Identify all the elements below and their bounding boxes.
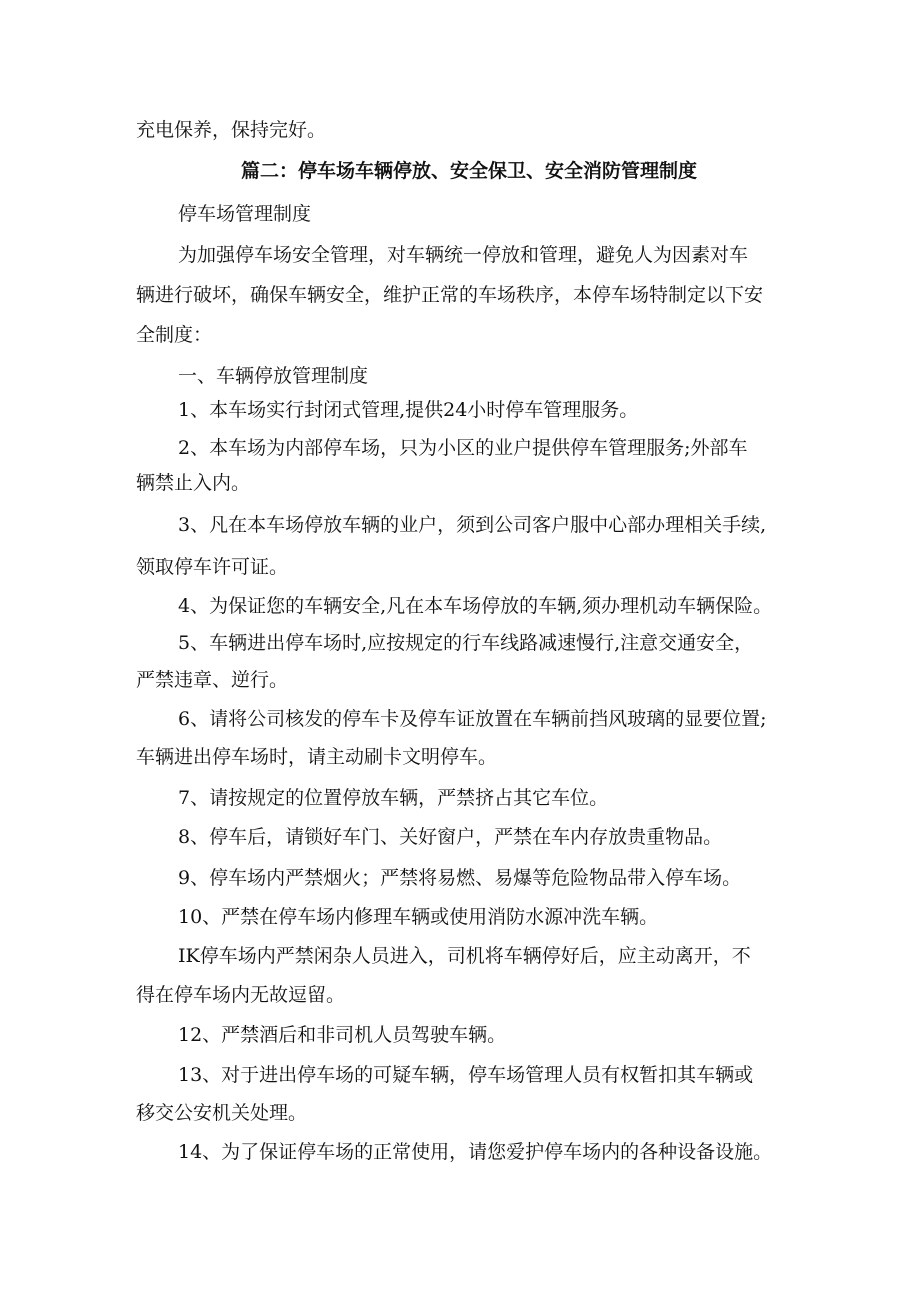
text-line: 9、停车场内严禁烟火；严禁将易燃、易爆等危险物品带入停车场。	[178, 867, 742, 889]
text-line: 5、车辆进出停车场时,应按规定的行车线路减速慢行,注意交通安全，	[178, 632, 754, 654]
text-line: 充电保养，保持完好。	[136, 119, 327, 141]
text-line: 2、本车场为内部停车场，只为小区的业户提供停车管理服务;外部车	[178, 437, 748, 459]
section-title: 篇二：停车场车辆停放、安全保卫、安全消防管理制度	[240, 160, 697, 182]
text-line: 12、严禁酒后和非司机人员驾驶车辆。	[178, 1024, 507, 1046]
text-line: 14、为了保证停车场的正常使用，请您爱护停车场内的各种设备设施。	[178, 1141, 773, 1163]
text-line: 严禁违章、逆行。	[136, 669, 289, 691]
text-line: 8、停车后，请锁好车门、关好窗户，严禁在车内存放贵重物品。	[178, 826, 723, 848]
text-line: 为加强停车场安全管理，对车辆统一停放和管理，避免人为因素对车	[178, 244, 749, 266]
text-line: 辆禁止入内。	[136, 472, 251, 494]
text-line: 3、凡在本车场停放车辆的业户，须到公司客户服中心部办理相关手续,	[178, 514, 767, 536]
text-line: 移交公安机关处理。	[136, 1102, 308, 1124]
text-line: 车辆进出停车场时，请主动刷卡文明停车。	[136, 746, 498, 768]
text-line: 全制度：	[136, 324, 213, 346]
text-line: 13、对于进出停车场的可疑车辆，停车场管理人员有权暂扣其车辆或	[178, 1064, 754, 1086]
text-line: 领取停车许可证。	[136, 556, 289, 578]
text-line: 辆进行破坏，确保车辆安全，维护正常的车场秩序，本停车场特制定以下安	[136, 284, 764, 306]
text-line: 得在停车场内无故逗留。	[136, 984, 346, 1006]
text-line: 一、车辆停放管理制度	[178, 365, 369, 387]
text-line: 6、请将公司核发的停车卡及停车证放置在车辆前挡风玻璃的显要位置;	[178, 708, 767, 730]
text-line: 停车场管理制度	[178, 203, 312, 225]
text-line: IK停车场内严禁闲杂人员进入，司机将车辆停好后，应主动离开，不	[178, 945, 751, 967]
text-line: 1、本车场实行封闭式管理,提供24小时停车管理服务。	[178, 399, 639, 421]
text-line: 7、请按规定的位置停放车辆，严禁挤占其它车位。	[178, 787, 609, 809]
text-line: 10、严禁在停车场内修理车辆或使用消防水源冲洗车辆。	[178, 906, 659, 928]
text-line: 4、为保证您的车辆安全,凡在本车场停放的车辆,须办理机动车辆保险。	[178, 595, 773, 617]
